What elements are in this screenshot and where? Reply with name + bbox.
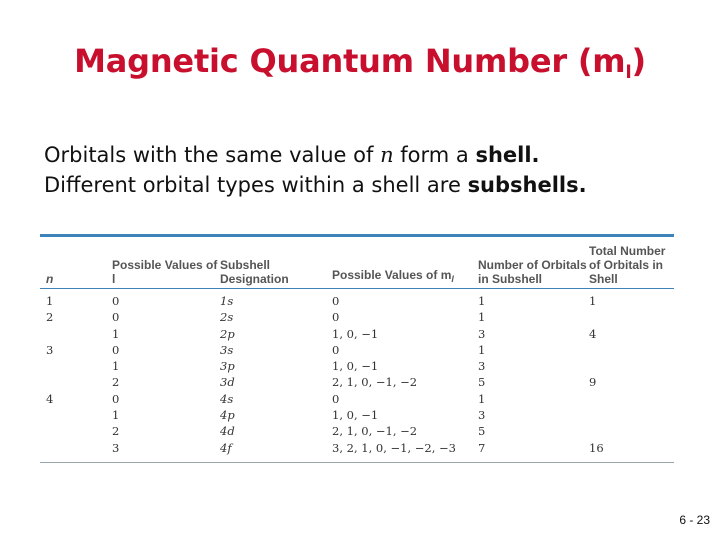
table-cell-l: 1 [112,359,120,374]
table-row [40,423,674,439]
intro-text [44,140,704,200]
table-cell-n: 1 [46,294,54,308]
table-cell-ns: 5 [478,424,486,439]
intro-line-1-text-b: form a [393,143,476,167]
table-cell-nt [589,342,674,358]
table-cell-d: 4d [220,424,235,439]
table-cell-n [40,358,112,374]
table-row [40,342,674,358]
header-ml-text: Possible Values of m [332,268,452,282]
intro-line-1-text: Orbitals with the same value of [44,143,381,167]
header-ml-sub: l [451,274,454,284]
table-body [40,289,674,462]
table-cell-ns: 1 [478,310,486,325]
table-cell-d: 4p [220,408,235,423]
table-cell-l: 0 [112,342,120,357]
title-subscript: l [625,62,632,83]
table-cell-nt: 9 [589,375,597,390]
intro-variable-n: n [380,143,394,167]
intro-line-2-text: Different orbital types within a shell are [44,173,468,197]
table-cell-l: 3 [112,440,120,455]
table-row [40,407,674,423]
table-cell-n [40,407,112,423]
header-designation: Subshell Designation [220,258,289,286]
table-header-row [40,237,674,289]
table-cell-ml: 1, 0, −1 [332,359,379,374]
table-cell-nt: 4 [589,326,597,341]
table-cell-d: 2s [220,310,234,325]
table-cell-ml: 1, 0, −1 [332,326,379,341]
table-cell-ns: 3 [478,408,486,423]
table-cell-d: 2p [220,326,235,341]
table-cell-n: 4 [46,391,54,406]
table-row [40,440,674,462]
table-cell-ns: 1 [478,294,486,308]
table-cell-nt [589,309,674,325]
table-cell-ns: 1 [478,391,486,406]
table-cell-l: 0 [112,310,120,325]
intro-term-shell: shell. [475,143,540,167]
table-cell-n [40,374,112,390]
table-cell-d: 1s [220,294,234,308]
table-cell-ns: 1 [478,342,486,357]
table-cell-ml: 2, 1, 0, −1, −2 [332,375,418,390]
table-cell-nt [589,407,674,423]
table-cell-n [40,326,112,342]
table-cell-ns: 3 [478,326,486,341]
table-bottom-rule [40,462,674,463]
intro-line-2 [44,170,704,200]
table-cell-nt: 16 [589,440,604,455]
table-cell-nt [589,358,674,374]
table-cell-nt [589,423,674,439]
table-cell-n [40,423,112,439]
table-cell-ml: 1, 0, −1 [332,408,379,423]
table-cell-n: 2 [46,310,54,325]
page-number: 6 - 23 [679,513,710,527]
table-cell-l: 2 [112,375,120,390]
table-cell-ns: 5 [478,375,486,390]
table-cell-l: 0 [112,294,120,308]
table-cell-nt [589,391,674,407]
table-row [40,309,674,325]
table-cell-ml: 0 [332,294,340,308]
table-row [40,391,674,407]
table-cell-n: 3 [46,342,54,357]
table-row [40,374,674,390]
table-cell-ml: 3, 2, 1, 0, −1, −2, −3 [332,440,456,455]
intro-term-subshells: subshells. [467,173,587,197]
table-cell-d: 4s [220,391,234,406]
table-cell-l: 1 [112,408,120,423]
table-cell-nt: 1 [589,294,597,308]
header-ml [332,237,478,289]
table-cell-ml: 0 [332,310,340,325]
header-orbitals-subshell: Number of Orbitals in Subshell [478,258,587,286]
quantum-table [40,234,674,463]
table-cell-ml: 2, 1, 0, −1, −2 [332,424,418,439]
table-row [40,289,674,310]
header-n: n [46,272,54,286]
table-cell-d: 3p [220,359,235,374]
table-cell-ns: 7 [478,440,486,455]
table-cell-d: 3d [220,375,235,390]
table-cell-l: 2 [112,424,120,439]
table-row [40,326,674,342]
table-cell-ml: 0 [332,391,340,406]
table-row [40,358,674,374]
slide-title [0,42,720,83]
header-l: Possible Values of l [112,258,218,286]
header-orbitals-shell: Total Number of Orbitals in Shell [589,244,666,286]
table-cell-ml: 0 [332,342,340,357]
intro-line-1 [44,140,704,170]
table-cell-l: 1 [112,326,120,341]
title-main: Magnetic Quantum Number (m [74,42,626,80]
table-cell-ns: 3 [478,359,486,374]
table-cell-l: 0 [112,391,120,406]
table-cell-d: 3s [220,342,234,357]
title-close: ) [631,42,646,80]
table-cell-n [40,440,112,462]
table-cell-d: 4f [220,440,232,455]
